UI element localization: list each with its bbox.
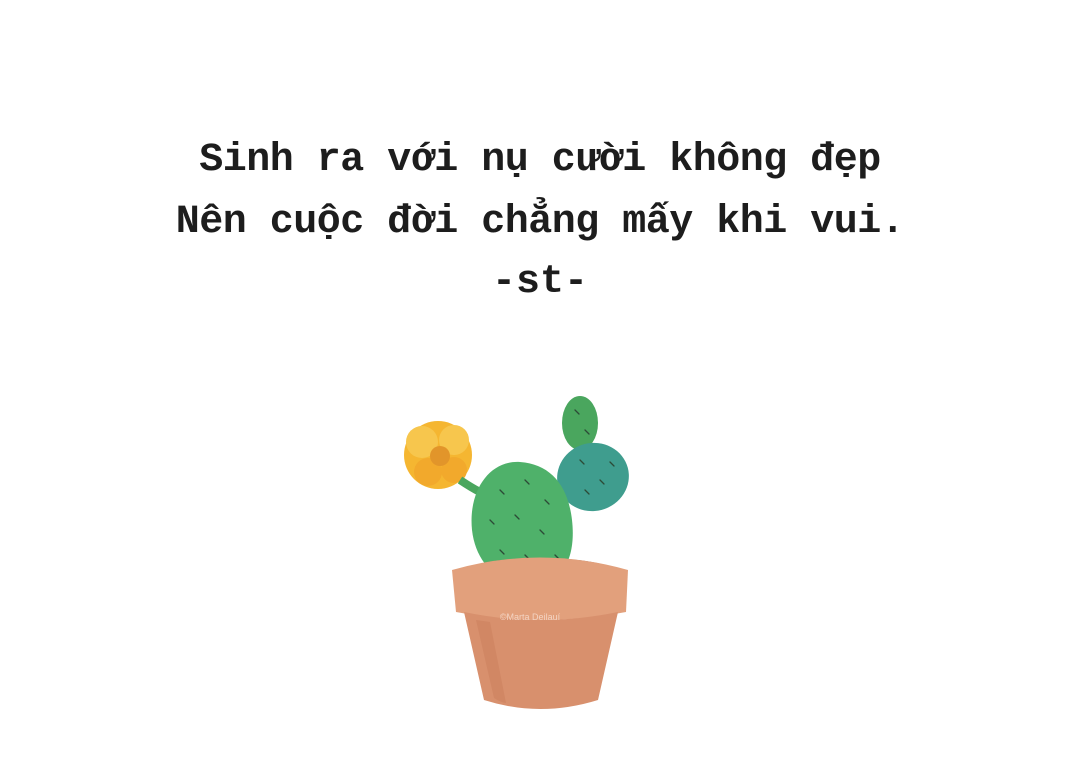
pot-rim	[452, 558, 628, 621]
cactus-in-pot-icon	[380, 380, 660, 720]
quote-signature: -st-	[491, 260, 588, 305]
cactus-top-pad	[562, 396, 598, 450]
cactus-illustration	[380, 380, 660, 720]
quote-block	[0, 130, 1080, 312]
quote-line-1: Sinh ra với nụ cười không đẹp	[199, 138, 881, 183]
illustration-watermark: ©Marta Deilauí	[499, 612, 561, 622]
quote-line-2: Nên cuộc đời chẳng mấy khi vui.	[175, 200, 905, 245]
